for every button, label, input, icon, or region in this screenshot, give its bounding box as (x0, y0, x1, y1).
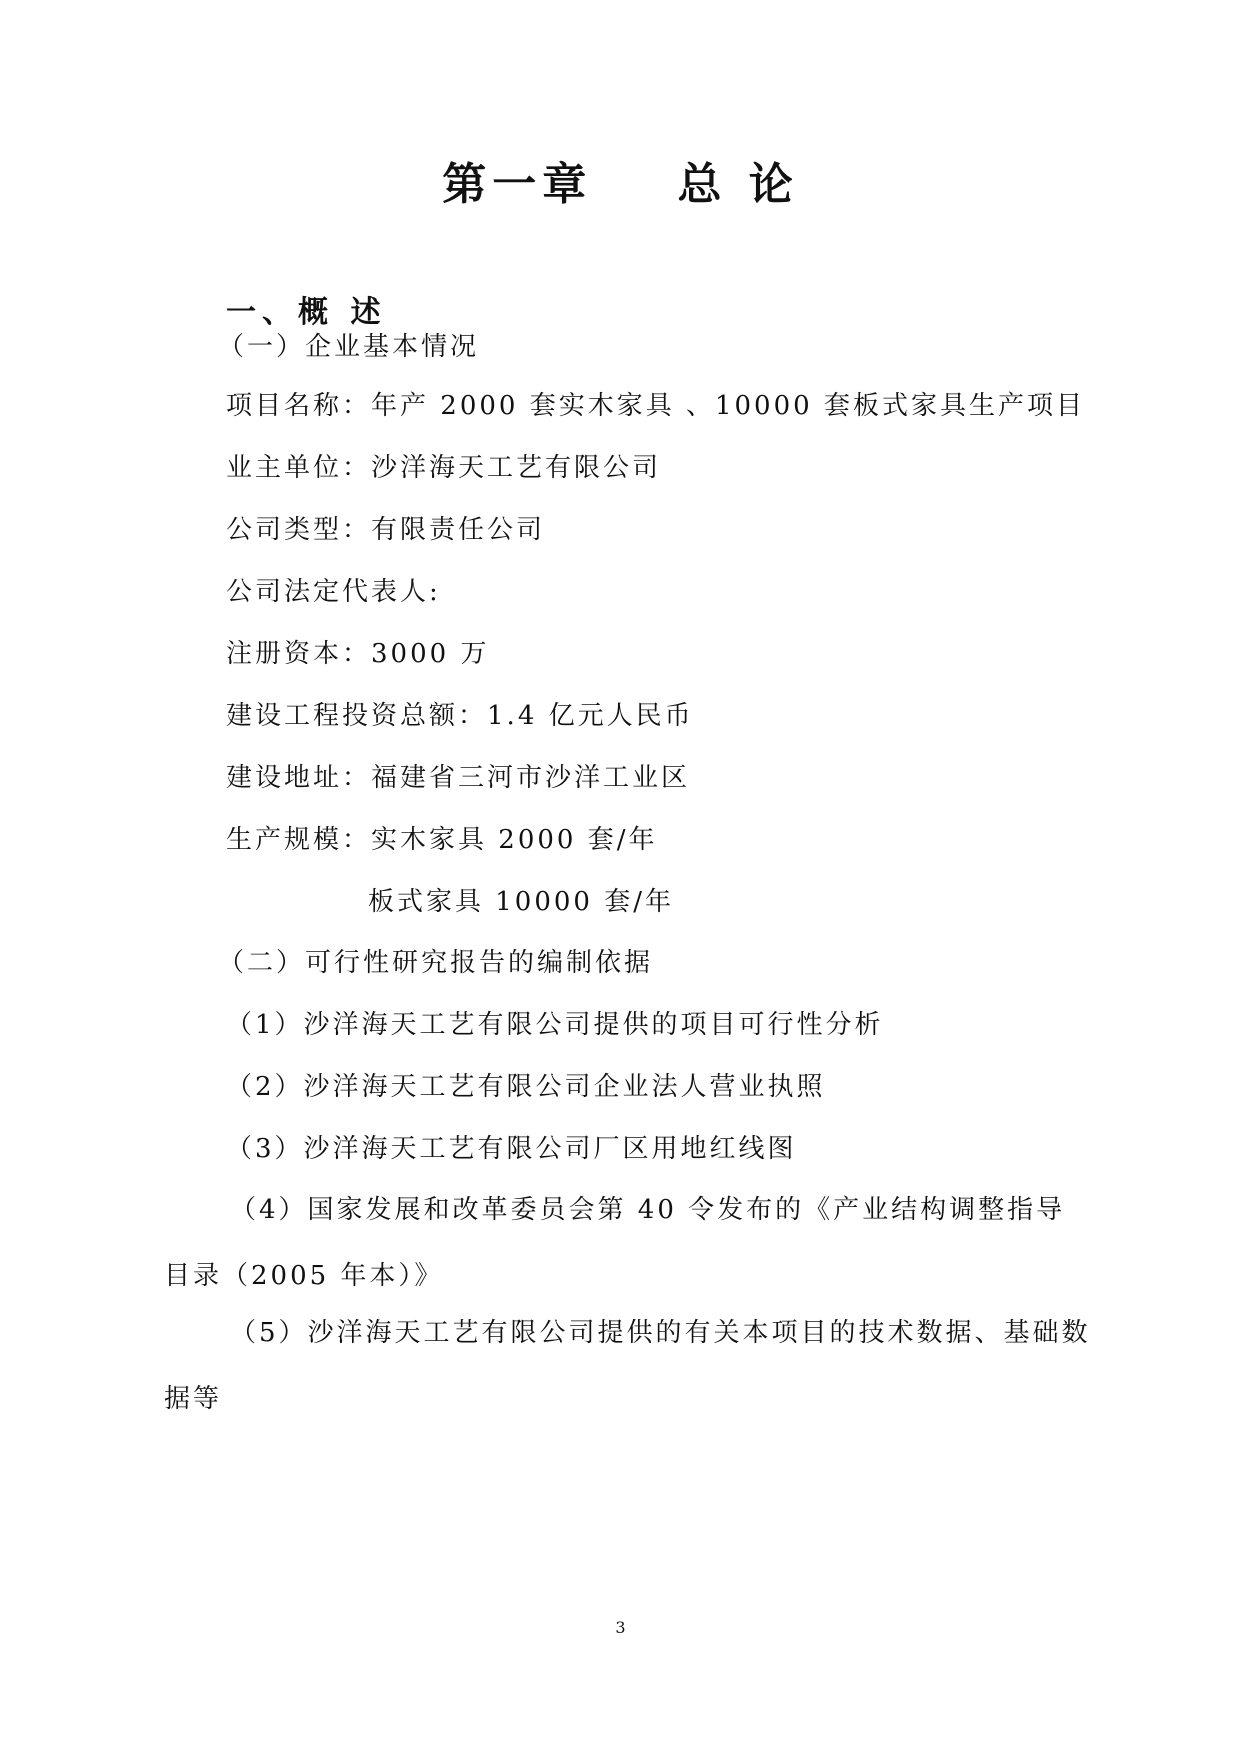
basis-item: （4）国家发展和改革委员会第 40 令发布的《产业结构调整指导目录（2005 年本）》 (164, 1195, 1066, 1291)
info-line-project-name (226, 385, 1085, 422)
production-scale-line-2: 板式家具 10000 套/年 (368, 887, 674, 917)
info-value: 3000 万 (371, 639, 490, 669)
info-value: 沙洋海天工艺有限公司 (371, 453, 662, 483)
page-number: 3 (615, 1618, 626, 1637)
section-heading: 一、概 述 (226, 295, 387, 330)
info-label: 项目名称： (226, 391, 372, 421)
info-value: 1.4 亿元人民币 (487, 701, 694, 731)
info-line-owner (226, 447, 661, 484)
subsection-heading: （二）可行性研究报告的编制依据 (218, 948, 654, 978)
info-line-production-scale (226, 819, 657, 856)
basis-item: （3）沙洋海天工艺有限公司厂区用地红线图 (226, 1134, 797, 1164)
info-value: 年产 2000 套实木家具 、10000 套板式家具生产项目 (371, 391, 1085, 421)
info-label: 公司类型： (226, 515, 372, 545)
info-line-total-investment (226, 695, 694, 732)
basis-item: （2）沙洋海天工艺有限公司企业法人营业执照 (226, 1072, 826, 1102)
chapter-title: 第一章 总 论 (442, 159, 799, 210)
info-value: 实木家具 2000 套/年 (371, 825, 658, 855)
basis-item: （1）沙洋海天工艺有限公司提供的项目可行性分析 (226, 1010, 884, 1040)
basis-item: （5）沙洋海天工艺有限公司提供的有关本项目的技术数据、基础数据等 (164, 1318, 1091, 1414)
info-label: 注册资本： (226, 639, 372, 669)
info-line-legal-representative (226, 571, 441, 608)
info-line-company-type (226, 509, 545, 546)
info-label: 生产规模： (226, 825, 372, 855)
info-label: 建设工程投资总额： (226, 701, 488, 731)
info-label: 公司法定代表人: (226, 577, 441, 607)
info-value: 福建省三河市沙洋工业区 (371, 763, 691, 793)
info-value: 有限责任公司 (371, 515, 546, 545)
info-line-registered-capital (226, 633, 489, 670)
info-label: 建设地址： (226, 763, 372, 793)
subsection-heading: （一）企业基本情况 (218, 332, 480, 362)
info-line-address (226, 757, 690, 794)
info-label: 业主单位： (226, 453, 372, 483)
